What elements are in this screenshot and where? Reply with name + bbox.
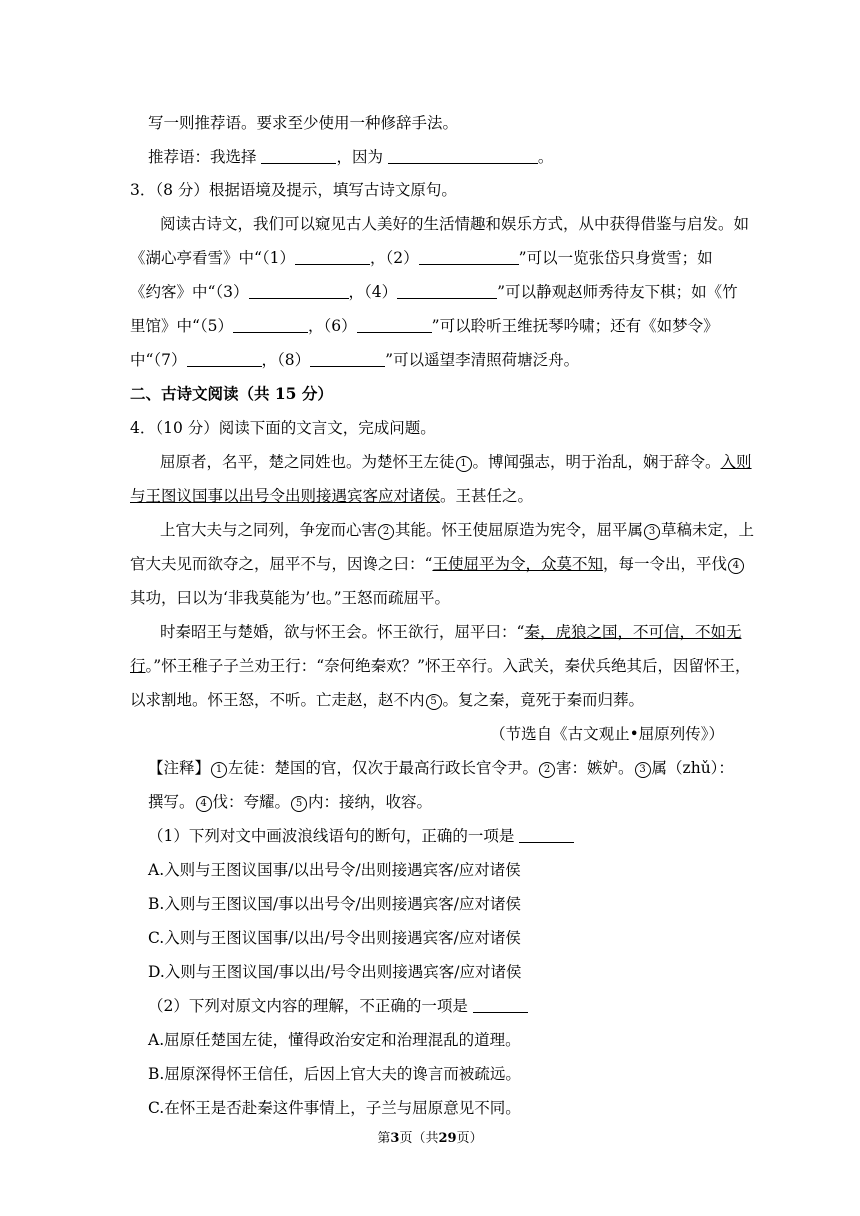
note-marker-3: 3 (635, 762, 651, 778)
option-b[interactable]: B.入则与王图议国/事以出号令/出则接遇宾客/应对诸侯 (148, 895, 521, 913)
q3-text: ，（8） (261, 351, 311, 369)
passage-line (160, 451, 752, 473)
q3-text: ”可以遥望李清照荷塘泛舟。 (385, 351, 580, 369)
passage-text: 。博闻强志，明于治乱，娴于辞令。 (472, 453, 721, 471)
q3-text: ”可以静观赵师秀待友下棋；如《竹 (497, 283, 738, 301)
q3-paragraph-line (130, 247, 713, 269)
q3-paragraph-line (130, 315, 719, 337)
q3-text: 《约客》中“（3） (130, 283, 249, 301)
passage-text: ，每一令出，平伐 (602, 555, 727, 573)
page-number: 3 (390, 1131, 400, 1146)
answer-blank[interactable] (519, 826, 574, 843)
q2-prefix: 推荐语：我选择 (148, 148, 257, 166)
wavy-underlined-text: 与王图议国事以出号令出则接遇宾客应对诸侯 (130, 487, 441, 505)
note-text: 内：接纳，收容。 (308, 793, 433, 811)
question-stem: （1）下列对文中画波浪线语句的断句，正确的一项是 (148, 827, 515, 845)
passage-line (160, 519, 754, 541)
passage-text: 草稿未定，上 (661, 521, 755, 539)
answer-blank-1[interactable] (295, 248, 370, 265)
passage-line (130, 553, 745, 575)
answer-blank[interactable] (473, 996, 528, 1013)
answer-blank-3[interactable] (249, 282, 349, 299)
total-pages: 29 (438, 1131, 457, 1146)
q3-text: ，（2） (370, 249, 419, 267)
passage-text: 屈原者，名平，楚之同姓也。为楚怀王左徒 (160, 453, 455, 471)
notes-line (148, 757, 734, 779)
passage-text: 。”怀王稚子子兰劝王行：“奈何绝秦欢？”怀王卒行。入武关，秦伏兵绝其后，因留怀王， (145, 657, 751, 675)
page-footer (0, 1130, 860, 1148)
note-marker-3: 3 (644, 524, 660, 540)
sub-question-1 (148, 825, 574, 847)
q2-instruction: 写一则推荐语。要求至少使用一种修辞手法。 (148, 114, 459, 132)
q3-paragraph-line (130, 349, 579, 371)
passage-text: 时秦昭王与楚婚，欲与怀王会。怀王欲行，屈平曰：“ (160, 623, 525, 641)
q2-end: 。 (537, 148, 554, 166)
note-marker-1: 1 (211, 762, 227, 778)
answer-blank-4[interactable] (397, 282, 497, 299)
note-marker-4: 4 (728, 558, 744, 574)
note-text: 左徒：楚国的官，仅次于最高行政长官令尹。 (228, 759, 539, 777)
sub-question-2 (148, 995, 528, 1017)
option-c[interactable]: C.入则与王图议国事/以出/号令出则接遇宾客/应对诸侯 (148, 929, 521, 947)
note-text: 伐：夸耀。 (212, 793, 291, 811)
answer-blank-6[interactable] (357, 316, 432, 333)
answer-blank[interactable] (388, 147, 538, 164)
q3-paragraph-line (130, 281, 738, 303)
passage-source: （节选自《古文观止•屈原列传》） (490, 725, 724, 743)
note-marker-5: 5 (426, 694, 442, 710)
answer-blank-5[interactable] (233, 316, 308, 333)
underlined-text: 秦，虎狼之国，不可信，不如无 (524, 623, 742, 641)
passage-text: 其能。怀王使屈原造为宪令，屈平属 (395, 521, 644, 539)
option-b[interactable]: B.屈原深得怀王信任，后因上官大夫的谗言而被疏远。 (148, 1065, 521, 1083)
note-text: 撰写。 (148, 793, 195, 811)
option-c[interactable]: C.在怀王是否赴秦这件事情上，子兰与屈原意见不同。 (148, 1099, 521, 1117)
footer-text: 页（共 (399, 1131, 439, 1146)
option-d[interactable]: D.入则与王图议国/事以出/号令出则接遇宾客/应对诸侯 (148, 963, 522, 981)
answer-blank-7[interactable] (187, 350, 262, 367)
q3-text: ，（4） (348, 283, 398, 301)
q4-heading: 4．（10 分）阅读下面的文言文，完成问题。 (130, 419, 436, 437)
note-marker-2: 2 (378, 524, 394, 540)
footer-text: 第 (377, 1131, 391, 1146)
q3-text: ，（6） (308, 317, 357, 335)
q3-text: ”可以聆听王维抚琴吟啸；还有《如梦令》 (431, 317, 719, 335)
q2-mid: ，因为 (336, 148, 383, 166)
note-marker-5: 5 (291, 796, 307, 812)
passage-text: 官大夫见而欲夺之，屈平不与，因谗之曰：“ (130, 555, 433, 573)
option-a[interactable]: A.入则与王图议国事/以出号令/出则接遇宾客/应对诸侯 (148, 861, 521, 879)
note-marker-4: 4 (196, 796, 212, 812)
footer-text: 页） (456, 1131, 483, 1146)
wavy-underlined-text: 入则 (720, 453, 752, 471)
notes-line (148, 791, 432, 813)
passage-text: 。王甚任之。 (440, 487, 534, 505)
underlined-text: 王使屈平为令，众莫不知 (432, 555, 603, 573)
q3-text: ”可以一览张岱只身赏雪；如 (518, 249, 713, 267)
section-heading: 二、古诗文阅读（共 15 分） (130, 384, 333, 403)
passage-line (130, 689, 644, 711)
note-text: 害：嫉妒。 (556, 759, 634, 777)
q3-text: 里馆》中“（5） (130, 317, 234, 335)
passage-text: 以求割地。怀王怒，不听。亡走赵，赵不内 (130, 691, 425, 709)
q2-recommendation-line (148, 146, 553, 168)
q3-paragraph-line: 阅读古诗文，我们可以窥见古人美好的生活情趣和娱乐方式，从中获得借鉴与启发。如 (160, 215, 750, 233)
q3-text: 《湖心亭看雪》中“（1） (130, 249, 296, 267)
answer-blank-2[interactable] (419, 248, 519, 265)
option-a[interactable]: A.屈原任楚国左徒，懂得政治安定和治理混乱的道理。 (148, 1031, 521, 1049)
passage-text: 。复之秦，竟死于秦而归葬。 (442, 691, 645, 709)
passage-line: 其功，曰以为‘非我莫能为’也。”王怒而疏屈平。 (130, 589, 451, 607)
answer-blank-8[interactable] (310, 350, 385, 367)
note-text: 属（zhǔ）： (651, 759, 734, 777)
passage-line (130, 485, 533, 507)
note-marker-2: 2 (539, 762, 555, 778)
notes-label: 【注释】 (148, 759, 211, 777)
passage-line (160, 621, 741, 643)
q3-text: 中“（7） (130, 351, 187, 369)
q3-heading: 3．（8 分）根据语境及提示，填写古诗文原句。 (130, 181, 457, 199)
question-stem: （2）下列对原文内容的理解，不正确的一项是 (148, 997, 468, 1015)
passage-line (130, 655, 751, 677)
underlined-text: 行 (130, 657, 146, 675)
answer-blank[interactable] (261, 147, 336, 164)
passage-text: 上官大夫与之同列，争宠而心害 (160, 521, 378, 539)
note-marker-1: 1 (456, 456, 472, 472)
